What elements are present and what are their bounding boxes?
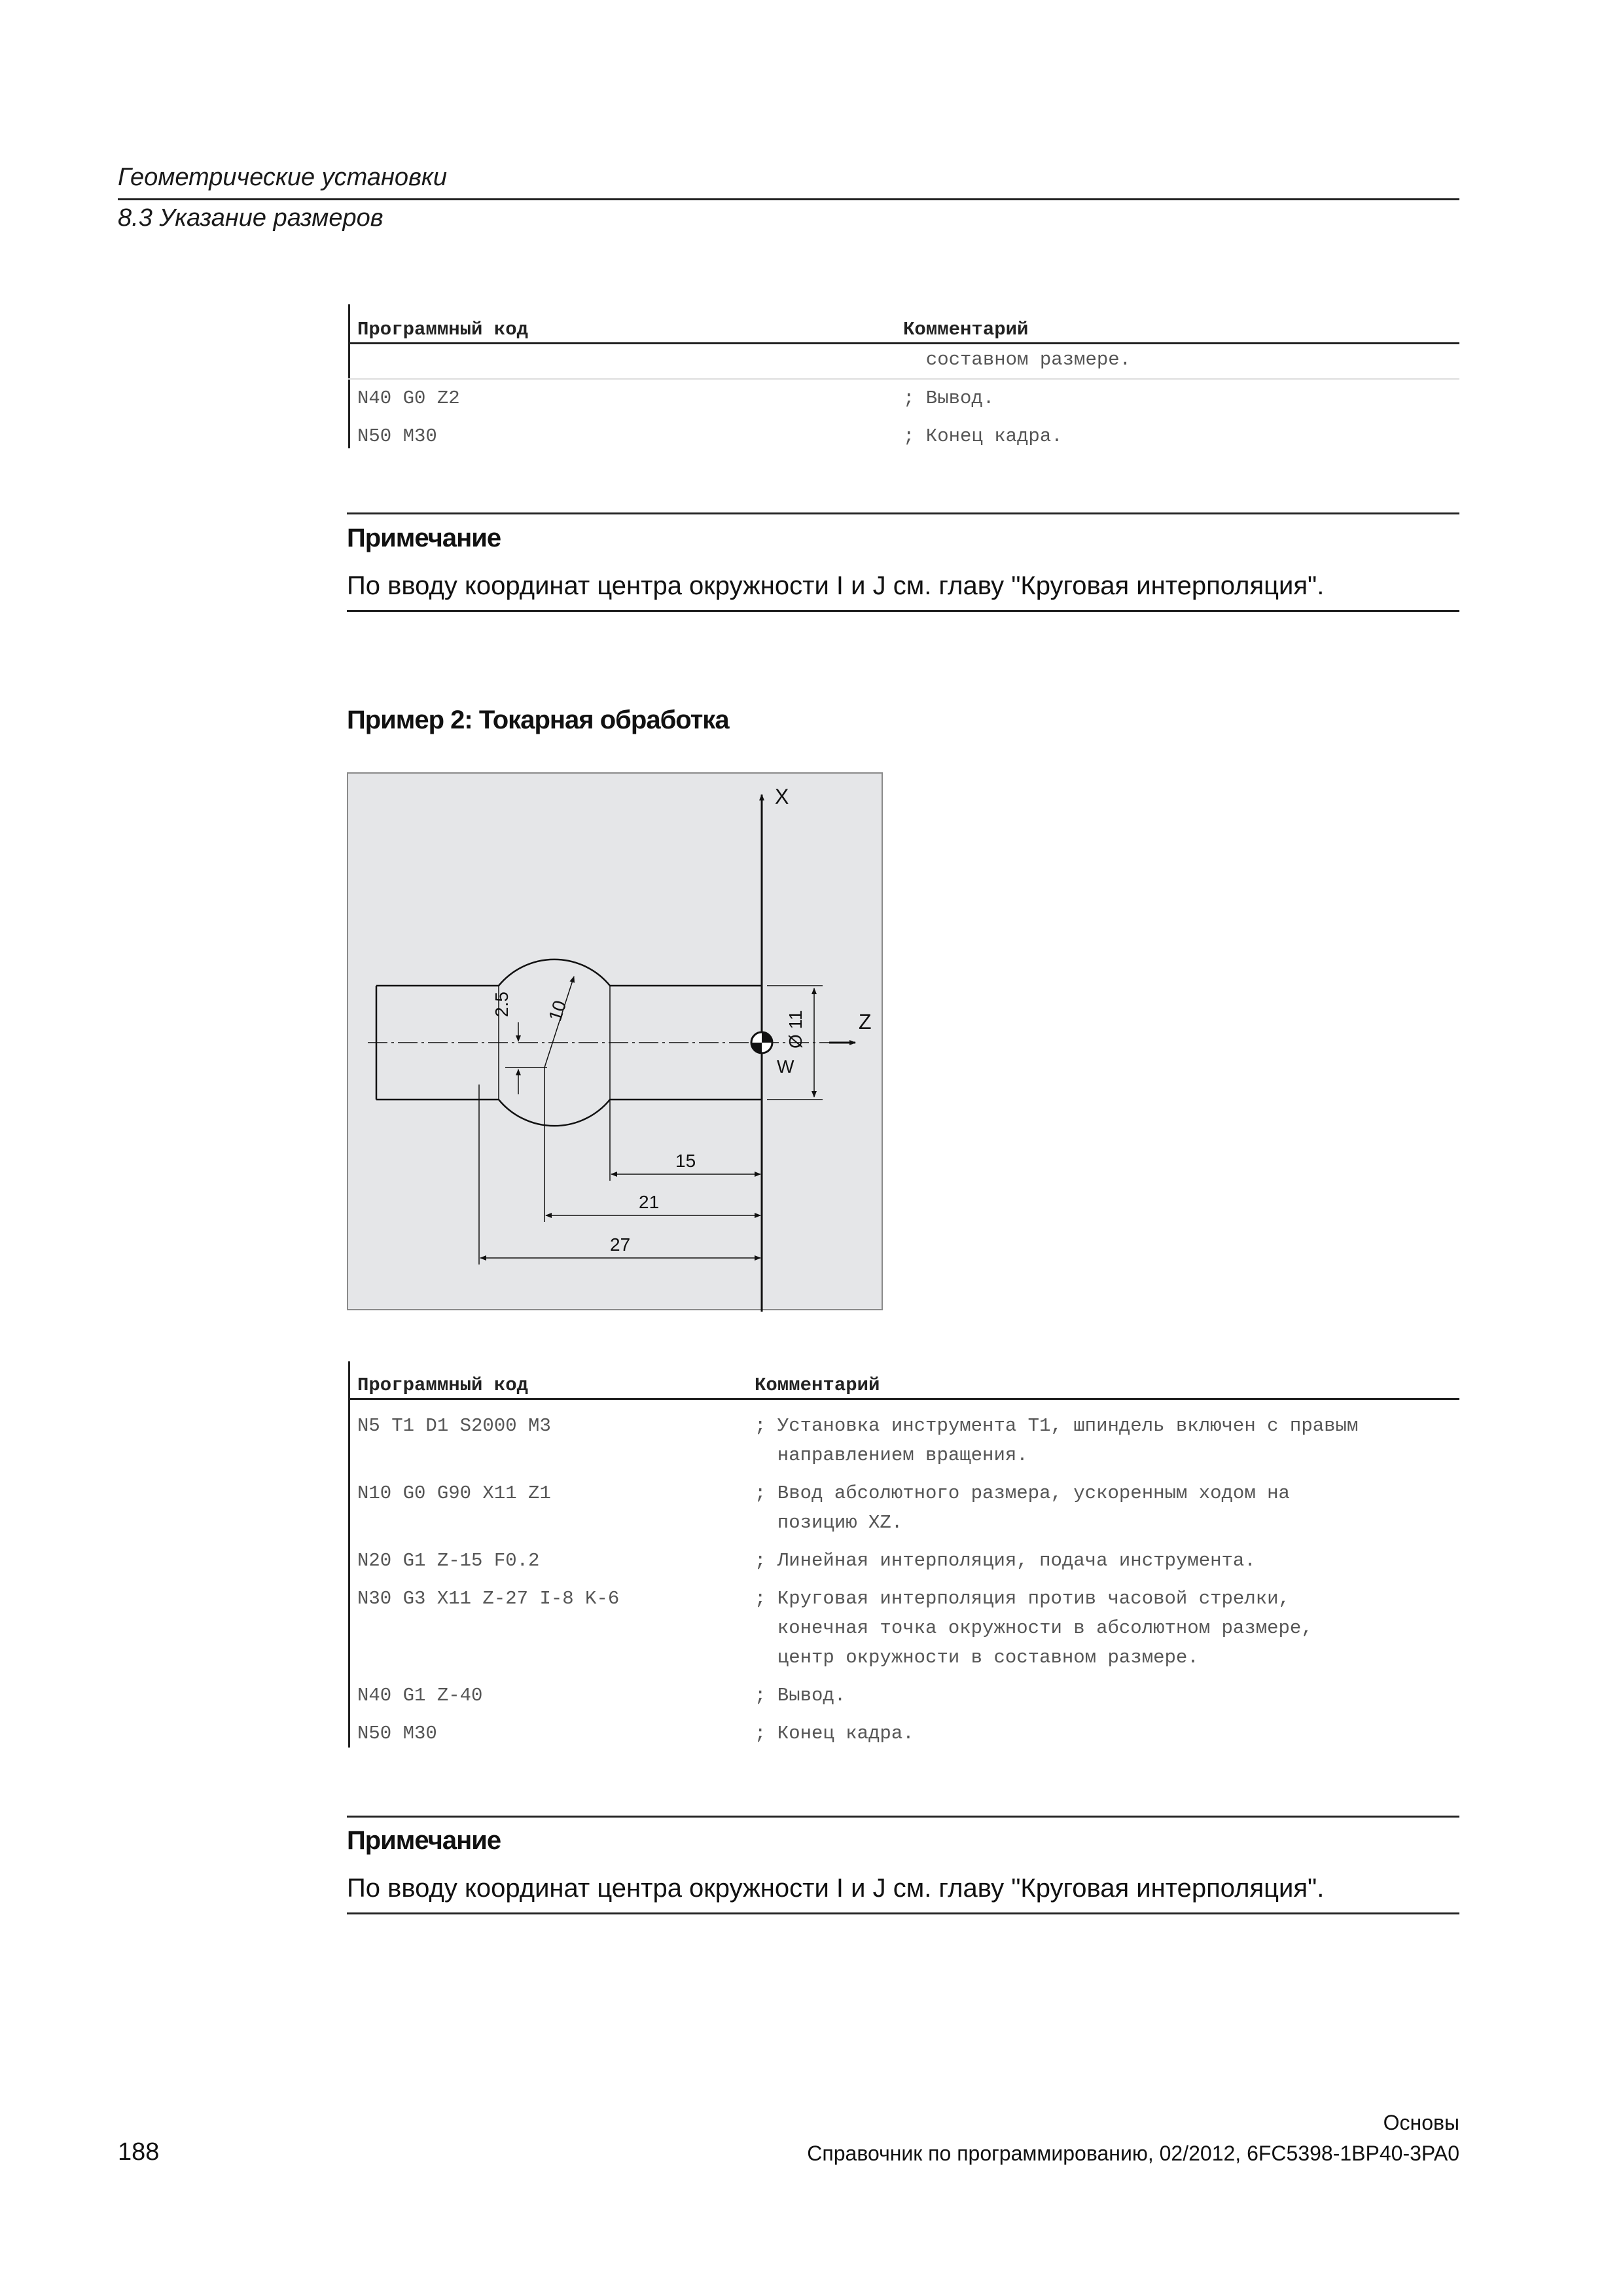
table-row-comment: ; Ввод абсолютного размера, ускоренным ходом на <box>755 1482 1290 1504</box>
table-row-code: N50 M30 <box>357 425 437 447</box>
dim-15-label: 15 <box>675 1151 696 1171</box>
table-row-code: N5 T1 D1 S2000 M3 <box>357 1415 551 1437</box>
offset-label: 2.5 <box>491 992 512 1017</box>
note-bottom-rule <box>347 1912 1459 1914</box>
table-header-code: Программный код <box>357 1374 529 1396</box>
section-title: 8.3 Указание размеров <box>118 204 383 232</box>
table-left-border <box>348 1361 350 1748</box>
table-row-comment: центр окружности в составном размере. <box>755 1647 1199 1668</box>
table-row-code: N50 M30 <box>357 1723 437 1744</box>
z-axis-label: Z <box>859 1010 872 1033</box>
table-row-code: N20 G1 Z-15 F0.2 <box>357 1550 540 1571</box>
table-row-divider <box>348 378 1459 380</box>
x-axis-label: X <box>775 785 789 808</box>
table-header-code: Программный код <box>357 319 529 340</box>
table-row-comment: ; Установка инструмента T1, шпиндель включен с правым <box>755 1415 1359 1437</box>
origin-symbol <box>751 1032 772 1053</box>
table-row-code: N40 G1 Z-40 <box>357 1685 483 1706</box>
note-text: По вводу координат центра окружности I и J см. главу "Круговая интерполяция". <box>347 1874 1325 1903</box>
table-row-comment: позицию XZ. <box>755 1512 903 1534</box>
table-row-comment: ; Вывод. <box>755 1685 846 1706</box>
note-bottom-rule <box>347 610 1459 612</box>
table-row-comment: ; Конец кадра. <box>903 425 1063 447</box>
dim-27-label: 27 <box>610 1234 631 1255</box>
table-header-comment: Комментарий <box>903 319 1029 340</box>
footer-book: Основы <box>1383 2111 1459 2134</box>
radius-label: 10 <box>544 997 571 1024</box>
header-rule <box>118 198 1459 200</box>
table-row-comment: ; Круговая интерполяция против часовой стрелки, <box>755 1588 1290 1609</box>
diameter-label: Ø 11 <box>785 1010 806 1049</box>
turning-figure <box>347 772 883 1310</box>
note-title: Примечание <box>347 1826 501 1855</box>
table-row-comment: ; Вывод. <box>903 387 995 409</box>
note-top-rule <box>347 512 1459 514</box>
table-row-code: N40 G0 Z2 <box>357 387 460 409</box>
table-row-comment: составном размере. <box>903 349 1132 370</box>
turning-drawing <box>348 774 884 1312</box>
dim-21-label: 21 <box>639 1192 660 1212</box>
footer-reference: Справочник по программированию, 02/2012, 6FC5398-1BP40-3PA0 <box>807 2142 1459 2165</box>
example-heading: Пример 2: Токарная обработка <box>347 706 729 734</box>
table-row-code: N30 G3 X11 Z-27 I-8 K-6 <box>357 1588 620 1609</box>
table-header-rule <box>348 1398 1459 1400</box>
note-title: Примечание <box>347 524 501 552</box>
table-left-border <box>348 304 350 448</box>
table-row-comment: ; Конец кадра. <box>755 1723 914 1744</box>
note-text: По вводу координат центра окружности I и J см. главу "Круговая интерполяция". <box>347 571 1325 600</box>
table-row-code: N10 G0 G90 X11 Z1 <box>357 1482 551 1504</box>
note-top-rule <box>347 1816 1459 1818</box>
chapter-title: Геометрические установки <box>118 164 447 191</box>
origin-label: W <box>777 1056 794 1077</box>
page-number: 188 <box>118 2138 160 2166</box>
table-row-comment: направлением вращения. <box>755 1444 1028 1466</box>
table-header-comment: Комментарий <box>755 1374 880 1396</box>
table-row-comment: конечная точка окружности в абсолютном размере, <box>755 1617 1313 1639</box>
table-row-comment: ; Линейная интерполяция, подача инструмента. <box>755 1550 1256 1571</box>
table-header-rule <box>348 342 1459 344</box>
